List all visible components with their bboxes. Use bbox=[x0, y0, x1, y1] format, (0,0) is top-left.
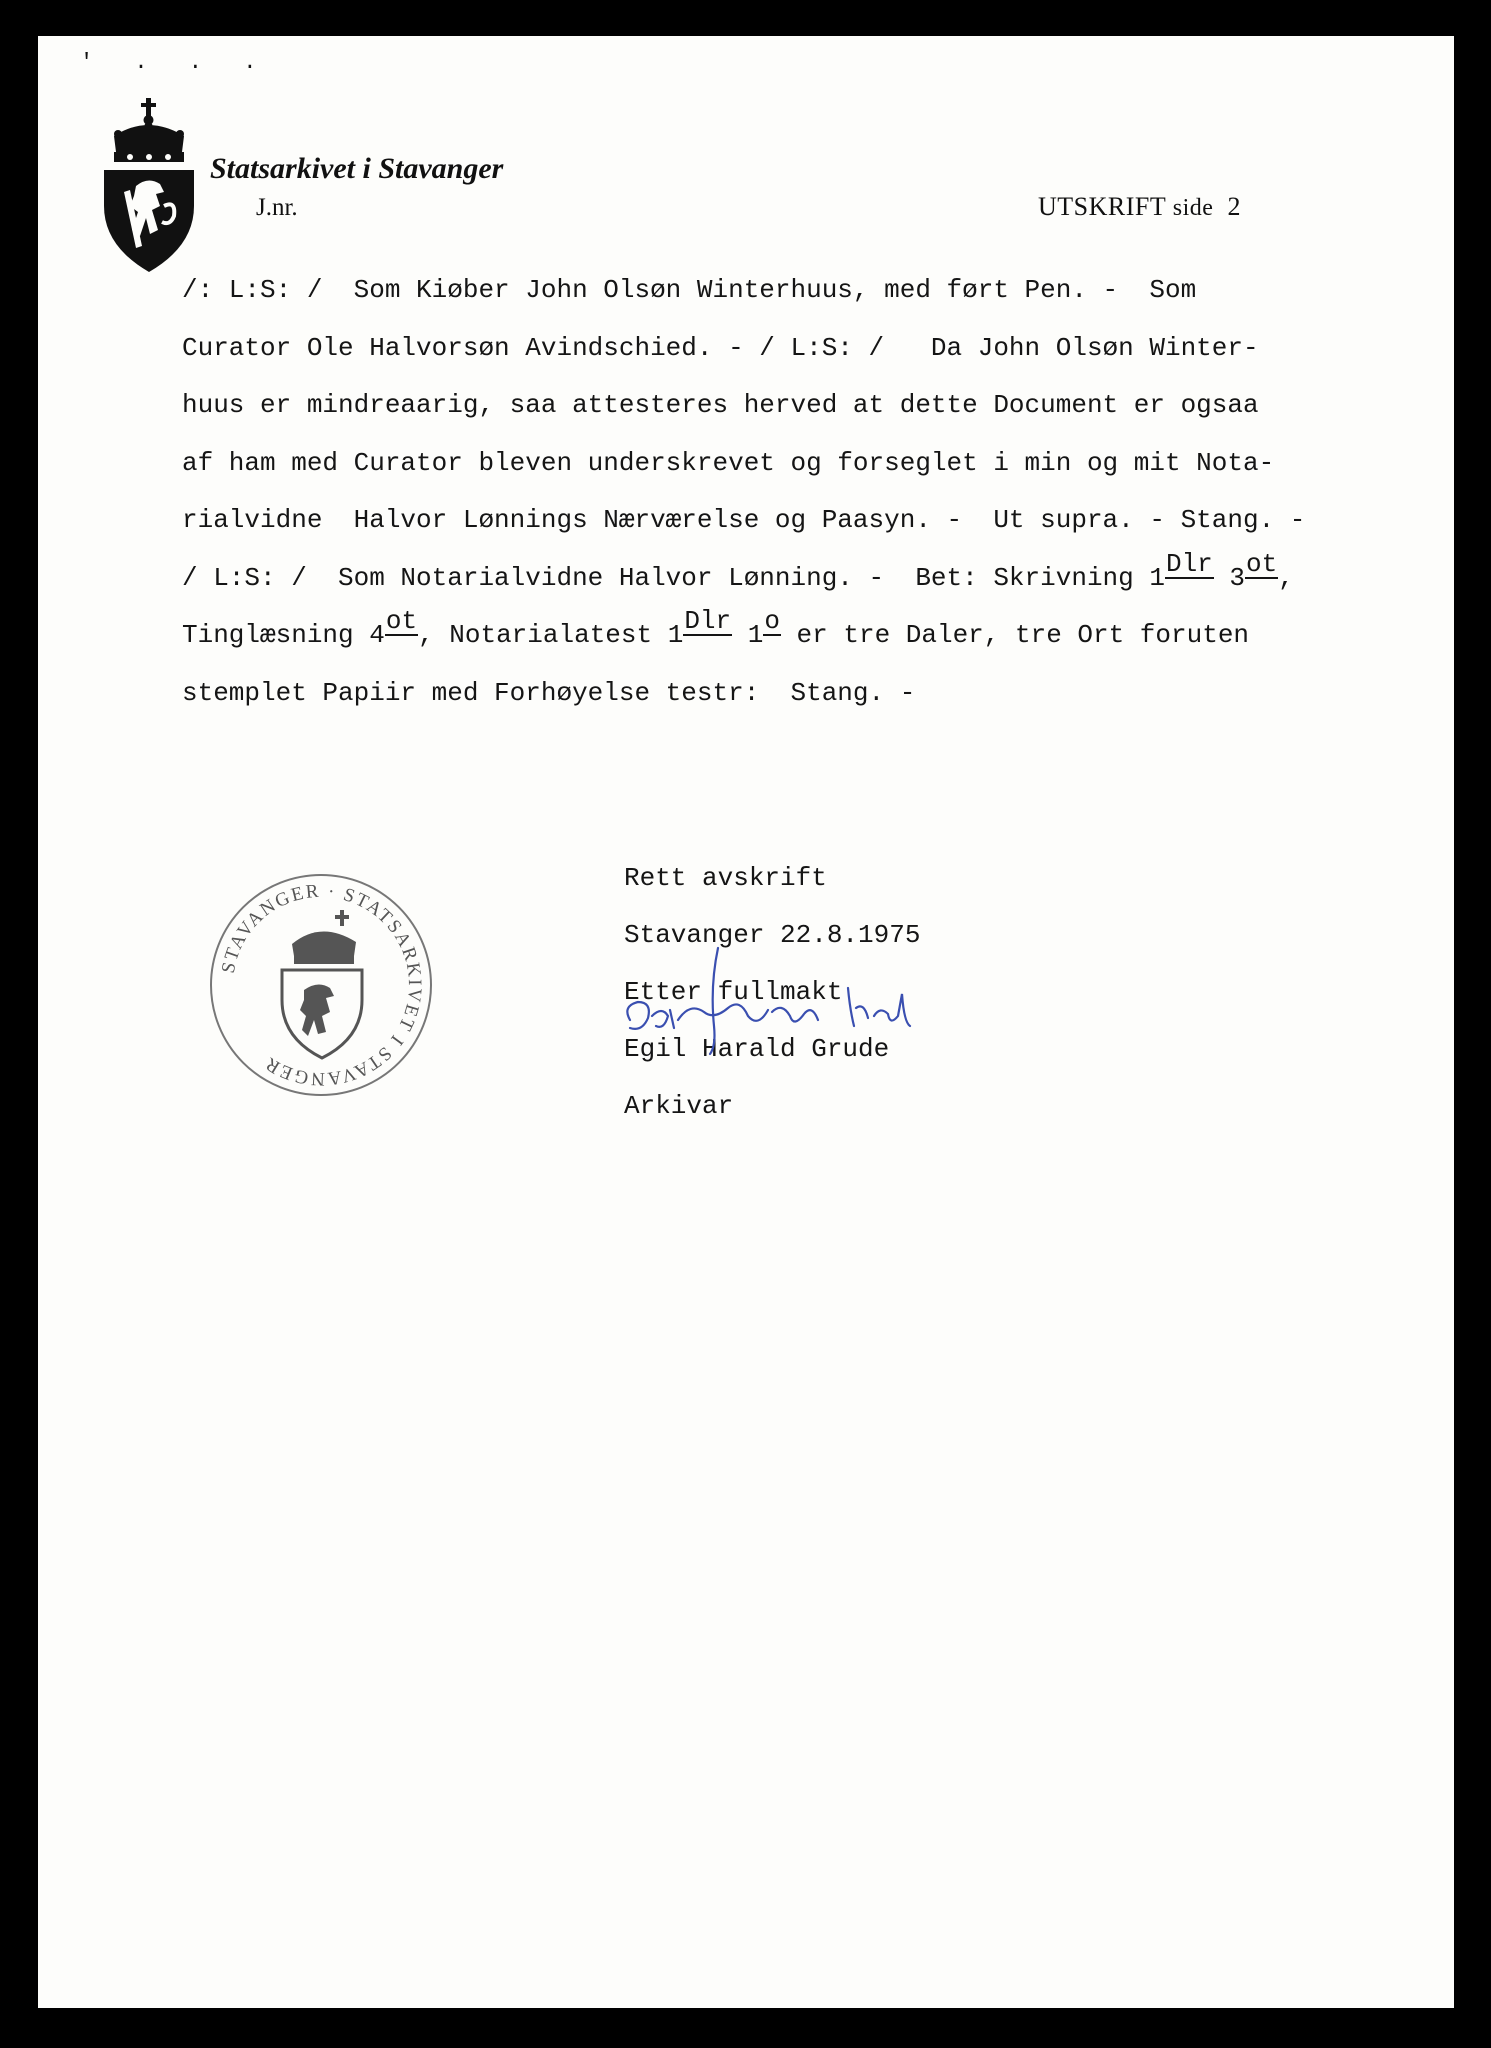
document-page bbox=[38, 36, 1454, 2008]
text-segment: 3 bbox=[1213, 562, 1245, 593]
superscript-unit: o bbox=[764, 606, 780, 636]
organization-name: Statsarkivet i Stavanger bbox=[210, 152, 504, 185]
handwritten-signature bbox=[618, 946, 938, 1056]
text-line: stemplet Papiir med Forhøyelse testr: Stang. - bbox=[182, 677, 916, 708]
text-line bbox=[182, 550, 1432, 608]
superscript-unit: ot bbox=[1246, 548, 1278, 579]
text-line: rialvidne Halvor Lønnings Nærværelse og Paasyn. - Ut supra. - Stang. - bbox=[182, 505, 1306, 535]
text-segment: 1 bbox=[732, 620, 764, 650]
scan-marks: ' . . . bbox=[80, 50, 271, 75]
superscript-fraction bbox=[763, 607, 781, 665]
superscript-unit: Dlr bbox=[684, 606, 732, 636]
superscript-fraction bbox=[1165, 550, 1214, 608]
signatory-title: Arkivar bbox=[624, 1091, 734, 1121]
text-line: af ham med Curator bleven underskrevet og forseglet i min og mit Nota- bbox=[182, 447, 1275, 478]
reference-label: UTSKRIFT bbox=[1038, 192, 1166, 221]
superscript-fraction bbox=[1245, 550, 1278, 608]
text-segment: er tre Daler, tre Ort foruten bbox=[780, 620, 1250, 650]
place-date-line: Stavanger 22.8.1975 bbox=[624, 920, 921, 950]
authority-line: Etter fullmakt bbox=[624, 977, 843, 1007]
page-number: 2 bbox=[1227, 192, 1241, 221]
superscript-fraction bbox=[385, 607, 418, 665]
seal-text: STAVANGER · STATSARKIVET I STAVANGER bbox=[217, 880, 426, 1090]
text-segment: , Notarialatest 1 bbox=[418, 620, 684, 650]
superscript-fraction bbox=[683, 607, 732, 665]
text-segment: Tinglæsning 4 bbox=[182, 620, 385, 650]
text-segment: / L:S: / Som Notarialvidne Halvor Lønning. - Bet: Skrivning 1 bbox=[182, 562, 1165, 593]
text-line: huus er mindreaarig, saa attesteres herved at dette Document er ogsaa bbox=[182, 390, 1259, 420]
page-label: side bbox=[1172, 195, 1214, 221]
transcription-body bbox=[182, 262, 1432, 722]
superscript-unit: ot bbox=[385, 606, 418, 636]
coat-of-arms-icon bbox=[90, 96, 208, 274]
text-segment: , bbox=[1278, 562, 1294, 593]
certified-copy-line: Rett avskrift bbox=[624, 863, 827, 893]
archive-seal-stamp bbox=[206, 870, 436, 1100]
signatory-name: Egil Harald Grude bbox=[624, 1034, 890, 1064]
journal-number-label: J.nr. bbox=[256, 194, 298, 221]
text-line: Curator Ole Halvorsøn Avindschied. - / L:S: / Da John Olsøn Winter- bbox=[182, 332, 1259, 363]
text-line bbox=[182, 607, 1432, 665]
page-reference bbox=[1038, 192, 1241, 222]
superscript-unit: Dlr bbox=[1165, 548, 1213, 579]
text-line: /: L:S: / Som Kiøber John Olsøn Winterhuus, med ført Pen. - Som bbox=[182, 275, 1197, 305]
